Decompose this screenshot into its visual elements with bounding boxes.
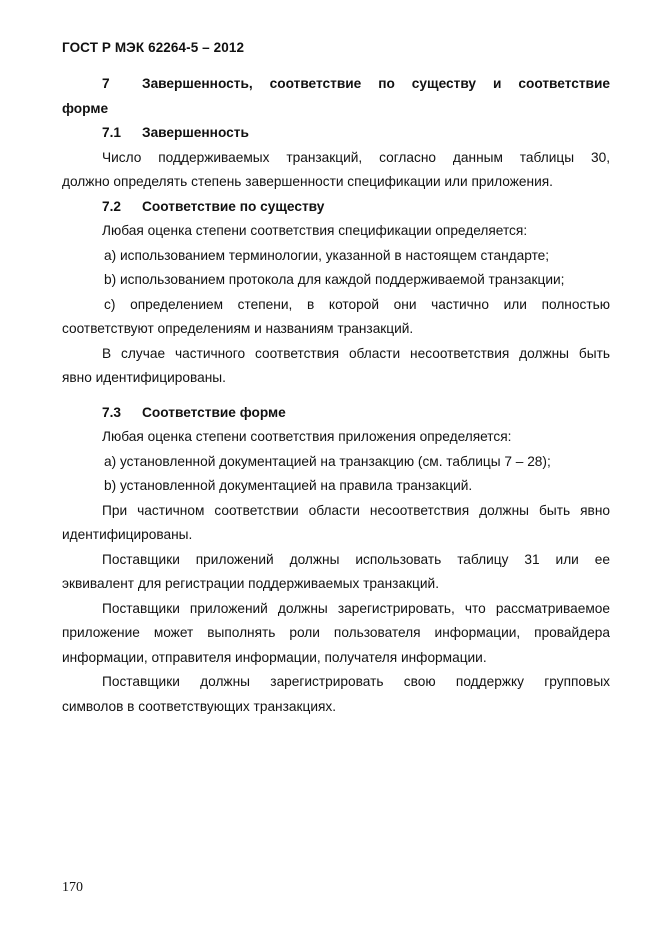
section-7-3-paragraph4-line2: символов в соответствующих транзакциях. xyxy=(62,698,337,714)
section-7-3-heading xyxy=(62,401,610,426)
section-7-2-item-c-line1: c) определением степени, в которой они частично или полностью xyxy=(104,296,610,312)
section-7-1-title: Завершенность xyxy=(142,125,249,140)
section-7-title-line1: Завершенность, соответствие по существу и соответствие xyxy=(142,76,610,91)
section-7-3-paragraph1-line2: идентифицированы. xyxy=(62,527,193,542)
section-7-3-paragraph3-line2: приложение может выполнять роли пользователя информации, провайдера xyxy=(62,625,610,640)
section-7-3-title: Соответствие форме xyxy=(142,404,286,420)
section-7-2-item-c-line2: соответствуют определениям и названиям транзакций. xyxy=(62,321,414,336)
section-7-3-item-b: b) установленной документацией на правила транзакций. xyxy=(104,478,473,493)
section-7-3-item-a: a) установленной документацией на транзакцию (см. таблицы 7 – 28); xyxy=(104,453,551,469)
section-7-1-number: 7.1 xyxy=(102,125,122,140)
section-7-2-item-b: b) использованием протокола для каждой поддерживаемой транзакции; xyxy=(104,272,565,287)
section-7-title-line2: форме xyxy=(62,100,109,116)
section-7-3-paragraph2-line2: эквивалент для регистрации поддерживаемых транзакций. xyxy=(62,576,439,591)
section-7-2-intro: Любая оценка степени соответствия спецификации определяется: xyxy=(102,223,528,238)
section-7-3-paragraph1-line1: При частичном соответствии области несоответствия должны быть явно xyxy=(102,502,610,518)
section-7-2-heading xyxy=(62,195,610,220)
section-7-number: 7 xyxy=(102,76,110,91)
section-7-3-number: 7.3 xyxy=(102,404,122,420)
page-content xyxy=(62,72,610,719)
section-7-3-paragraph3-line3: информации, отправителя информации, получателя информации. xyxy=(62,649,487,665)
section-7-1-paragraph-line2: должно определять степень завершенности спецификации или приложения. xyxy=(62,174,553,189)
section-7-3-paragraph3-line1: Поставщики приложений должны зарегистрировать, что рассматриваемое xyxy=(102,600,610,616)
section-7-2-item-a: a) использованием терминологии, указанной в настоящем стандарте; xyxy=(104,247,550,263)
section-7-3-paragraph2-line1: Поставщики приложений должны использовать таблицу 31 или ее xyxy=(102,551,610,567)
section-7-1-heading xyxy=(62,121,610,146)
section-7-2-paragraph-line2: явно идентифицированы. xyxy=(62,370,226,385)
document-header: ГОСТ Р МЭК 62264-5 – 2012 xyxy=(62,40,245,55)
section-7-2-paragraph-line1: В случае частичного соответствия области несоответствия должны быть xyxy=(102,345,610,361)
section-7-1-paragraph-line1: Число поддерживаемых транзакций, согласно данным таблицы 30, xyxy=(102,149,610,165)
section-7-2-number: 7.2 xyxy=(102,198,122,214)
page-number: 170 xyxy=(62,880,83,895)
section-7-2-title: Соответствие по существу xyxy=(142,198,325,214)
section-7-3-intro: Любая оценка степени соответствия приложения определяется: xyxy=(102,429,512,444)
section-7-heading xyxy=(62,72,610,97)
section-spacer xyxy=(62,391,610,401)
section-7-3-paragraph4-line1: Поставщики должны зарегистрировать свою поддержку групповых xyxy=(102,674,610,689)
